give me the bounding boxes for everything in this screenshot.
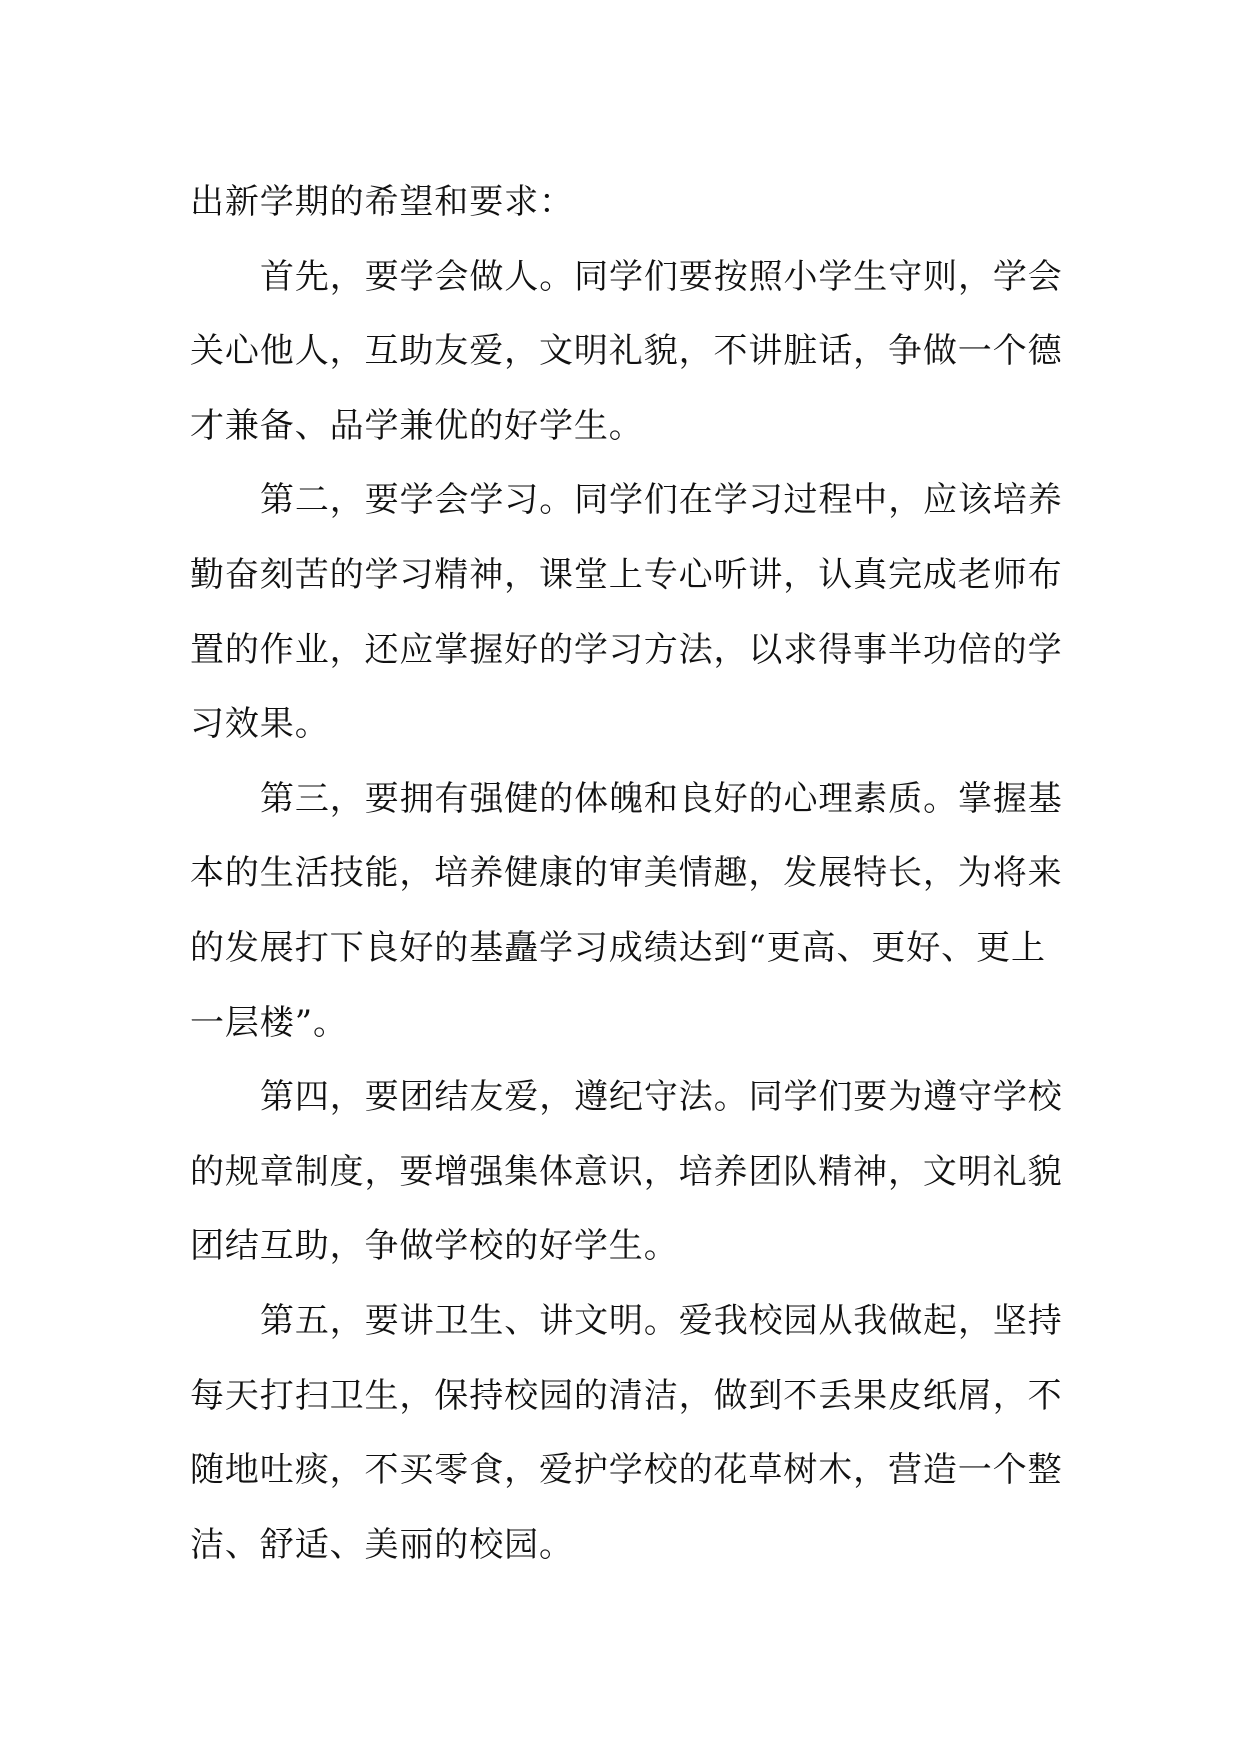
paragraph-first-line: 第五，要讲卫生、讲文明。爱我校园从我做起，坚持: [260, 1300, 1063, 1341]
text-line: 每天打扫卫生，保持校园的清洁，做到不丢果皮纸屑，不: [190, 1375, 1063, 1416]
paragraph-first-line: 第四，要团结友爱，遵纪守法。同学们要为遵守学校: [260, 1077, 1063, 1118]
text-line: 关心他人，互助友爱，文明礼貌，不讲脏话，争做一个德: [190, 331, 1063, 372]
paragraph-first-line: 第二，要学会学习。同学们在学习过程中，应该培养: [260, 480, 1063, 521]
text-line: 才兼备、品学兼优的好学生。: [190, 405, 644, 446]
text-line: 本的生活技能，培养健康的审美情趣，发展特长，为将来: [190, 853, 1063, 894]
text-line: 洁、舒适、美丽的校园。: [190, 1524, 574, 1565]
text-line: 勤奋刻苦的学习精神，课堂上专心听讲，认真完成老师布: [190, 554, 1063, 595]
text-line: 的发展打下良好的基矗学习成绩达到“更高、更好、更上: [190, 927, 1046, 968]
paragraph-first-line: 首先，要学会做人。同学们要按照小学生守则，学会: [260, 256, 1063, 297]
text-line: 团结互助，争做学校的好学生。: [190, 1226, 679, 1267]
text-line: 出新学期的希望和要求：: [190, 182, 574, 222]
text-line: 的规章制度，要增强集体意识，培养团队精神，文明礼貌: [190, 1151, 1063, 1192]
text-line: 置的作业，还应掌握好的学习方法，以求得事半功倍的学: [190, 629, 1063, 670]
document-body: [190, 165, 1063, 1582]
text-line: 一层楼”。: [190, 1002, 348, 1043]
text-line: 随地吐痰，不买零食，爱护学校的花草树木，营造一个整: [190, 1450, 1063, 1491]
paragraph-first-line: 第三，要拥有强健的体魄和良好的心理素质。掌握基: [260, 778, 1063, 819]
text-line: 习效果。: [190, 704, 330, 745]
